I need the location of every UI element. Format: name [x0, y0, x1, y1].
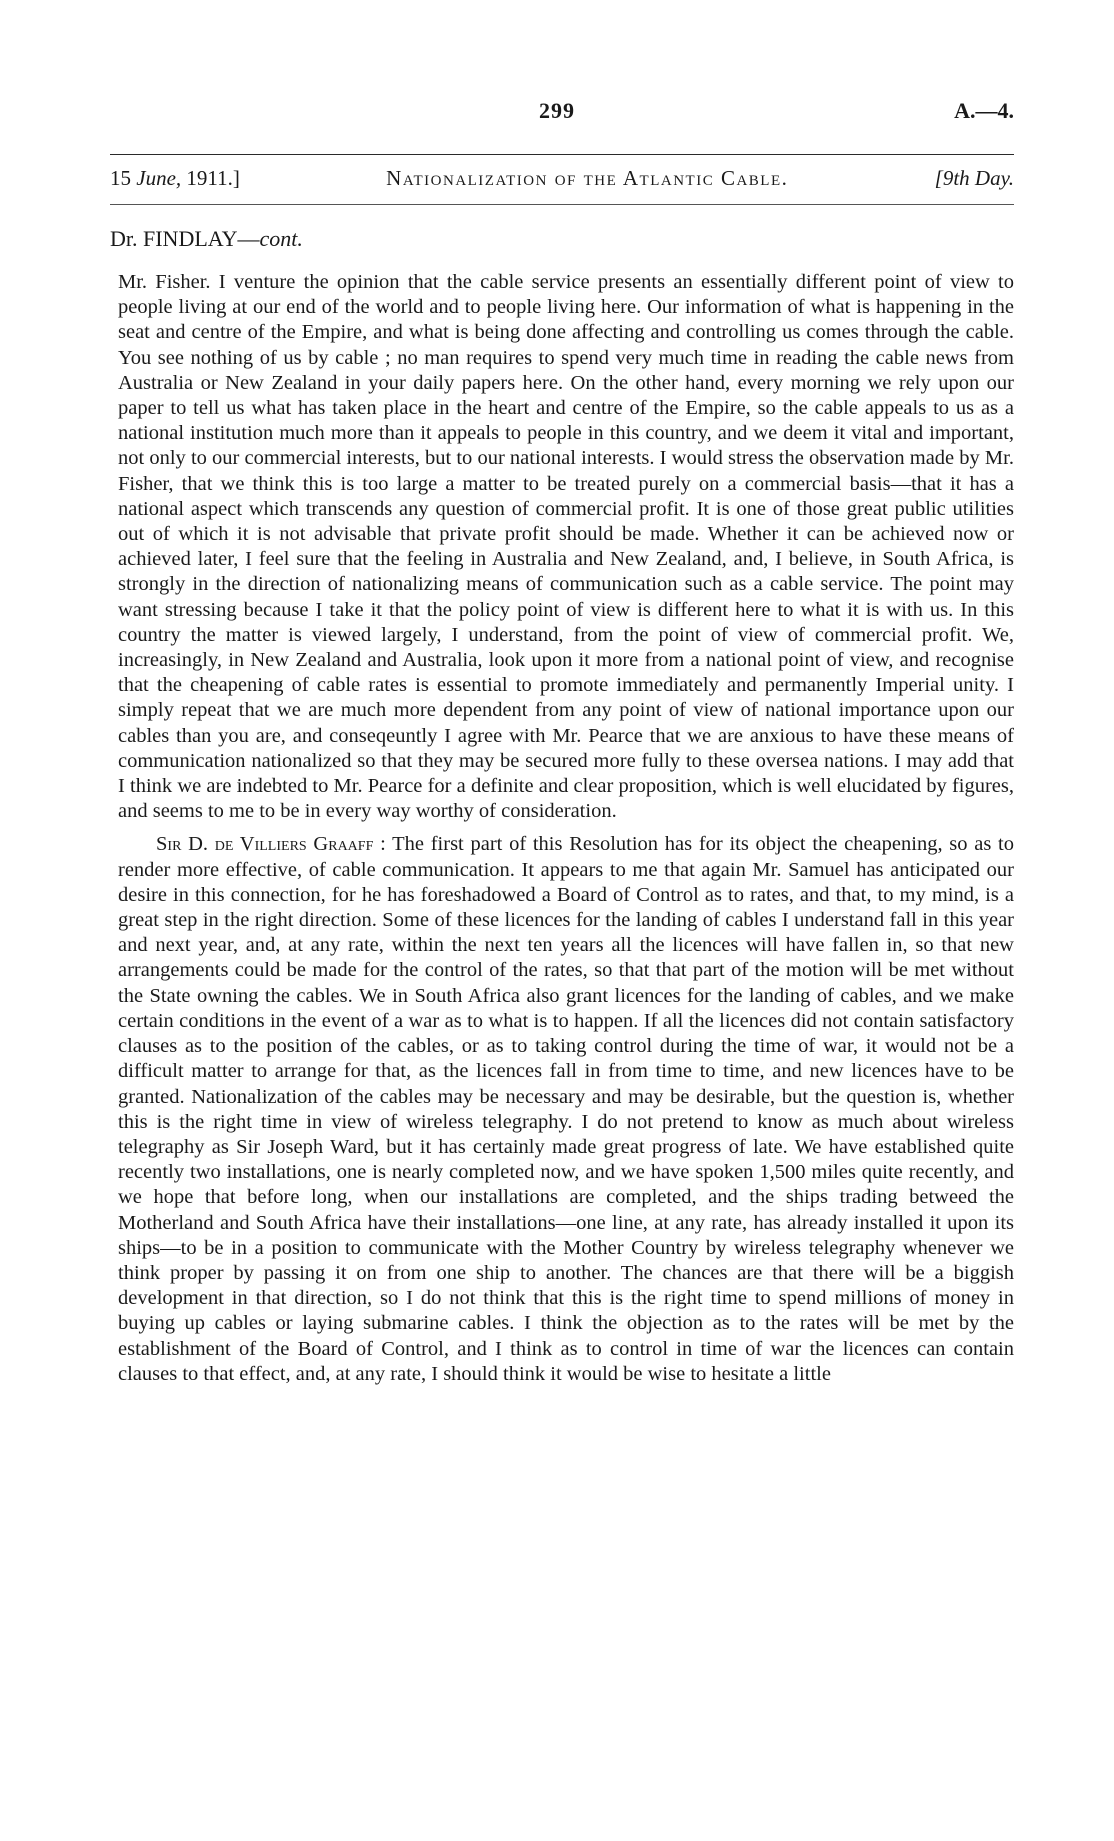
- header-rule-bottom: [110, 204, 1014, 205]
- speaker-heading: [110, 226, 303, 252]
- running-head: [110, 166, 1014, 191]
- day-label: [935, 166, 1014, 191]
- paragraph-graaff-text: The first part of this Resolution has for its object the cheapening, so as to render more effective, of cable communication. It appears to me that again Mr. Samuel has anticipated our desire in this connection, for he has foreshadowed a Board of Control as to rates, and that, to my mind, is a great step in the right direction. Some of these licences for the landing of cables I understand fall in this year and next year, and, at any rate, within the next ten years all the licences will have fallen in, so that new arrangements could be made for the control of the rates, so that that part of the motion will be met without the State owning the cables. We in South Africa also grant licences for the landing of cables, and we make certain conditions in the event of a war as to what is to happen. If all the licences did not contain satisfactory clauses as to the position of the cables, or as to taking control during the time of war, it would not be a difficult matter to arrange for that, as the licences fall in from time to time, and new licences have to be granted. Nationalization of the cables may be necessary and may be desirable, but the question is, whether this is the right time in view of wireless telegraphy. I do not pretend to know as much about wireless telegraphy as Sir Joseph Ward, but it has certainly made great progress of late. We have established quite recently two installations, one is nearly completed now, and we have spoken 1,500 miles quite recently, and we hope that before long, when our installations are completed, and the ships trading betweed the Motherland and South Africa have their installations—one line, at any rate, has already installed it upon its ships—to be in a position to communicate with the Mother Country by wireless telegraphy whenever we think proper by passing it on from one ship to another. The chances are that there will be a biggish development in that direction, so I do not think that this is the right time to spend millions of money in buying up cables or laying submarine cables. I think the objection as to the rates will be met by the establishment of the Board of Control, and I think as to control in time of war the licences can contain clauses to that effect, and, at any rate, I should think it would be wise to hesitate a little: [118, 833, 1014, 1385]
- section-title: Nationalization of the Atlantic Cable.: [386, 166, 789, 190]
- header-date-day: 15: [110, 166, 137, 190]
- document-reference: A.—4.: [954, 98, 1014, 123]
- body-text: [118, 270, 1014, 1387]
- header-date: [110, 166, 240, 191]
- header-rule-top: [110, 154, 1014, 155]
- header-date-month: June,: [136, 166, 182, 190]
- paragraph-findlay: Mr. Fisher. I venture the opinion that the cable service presents an essentially different point of view to people living at our end of the world and to people living here. Our information of what is happening in the seat and centre of the Empire, and what is being done affecting and controlling us comes through the cable. You see nothing of us by cable ; no man requires to spend very much time in reading the cable news from Australia or New Zealand in your daily papers here. On the other hand, every morning we rely upon our paper to tell us what has taken place in the heart and centre of the Empire, so the cable appeals to us as a national institution much more than it appeals to people in this country, and we deem it vital and important, not only to our commercial interests, but to our national interests. I would stress the observation made by Mr. Fisher, that we think this is too large a matter to be treated purely on a commercial basis—that it has a national aspect which transcends any question of commercial profit. It is one of those great public utilities out of which it is not advisable that private profit should be made. Whether it can be achieved now or achieved later, I feel sure that the feeling in Australia and New Zealand, and, I believe, in South Africa, is strongly in the direction of nationalizing means of communication such as a cable service. The point may want stressing because I take it that the policy point of view is different here to what it is with us. In this country the matter is viewed largely, I understand, from the point of view of commercial profit. We, increasingly, in New Zealand and Australia, look upon it more from a national point of view, and recognise that the cheapening of cable rates is essential to promote immediately and permanently Imperial unity. I simply repeat that we are much more dependent from any point of view of national importance upon our cables than you are, and conseqeuntly I agree with Mr. Pearce that we are anxious to have these means of communication nationalized so that they may be secured more fully to these oversea nations. I may add that I think we are indebted to Mr. Pearce for a definite and clear proposition, which is well elucidated by figures, and seems to me to be in every way worthy of consideration.: [118, 271, 1014, 823]
- day-label-text: [9th Day.: [934, 166, 1014, 190]
- paragraph-graaff: [118, 832, 1014, 1386]
- page-number: 299: [539, 98, 575, 123]
- header-date-year: 1911.]: [181, 166, 240, 190]
- speaker-graaff: Sir D. de Villiers Graaff :: [156, 833, 386, 856]
- speaker-continued: cont.: [259, 226, 303, 251]
- speaker-name: Dr. FINDLAY—: [110, 226, 260, 251]
